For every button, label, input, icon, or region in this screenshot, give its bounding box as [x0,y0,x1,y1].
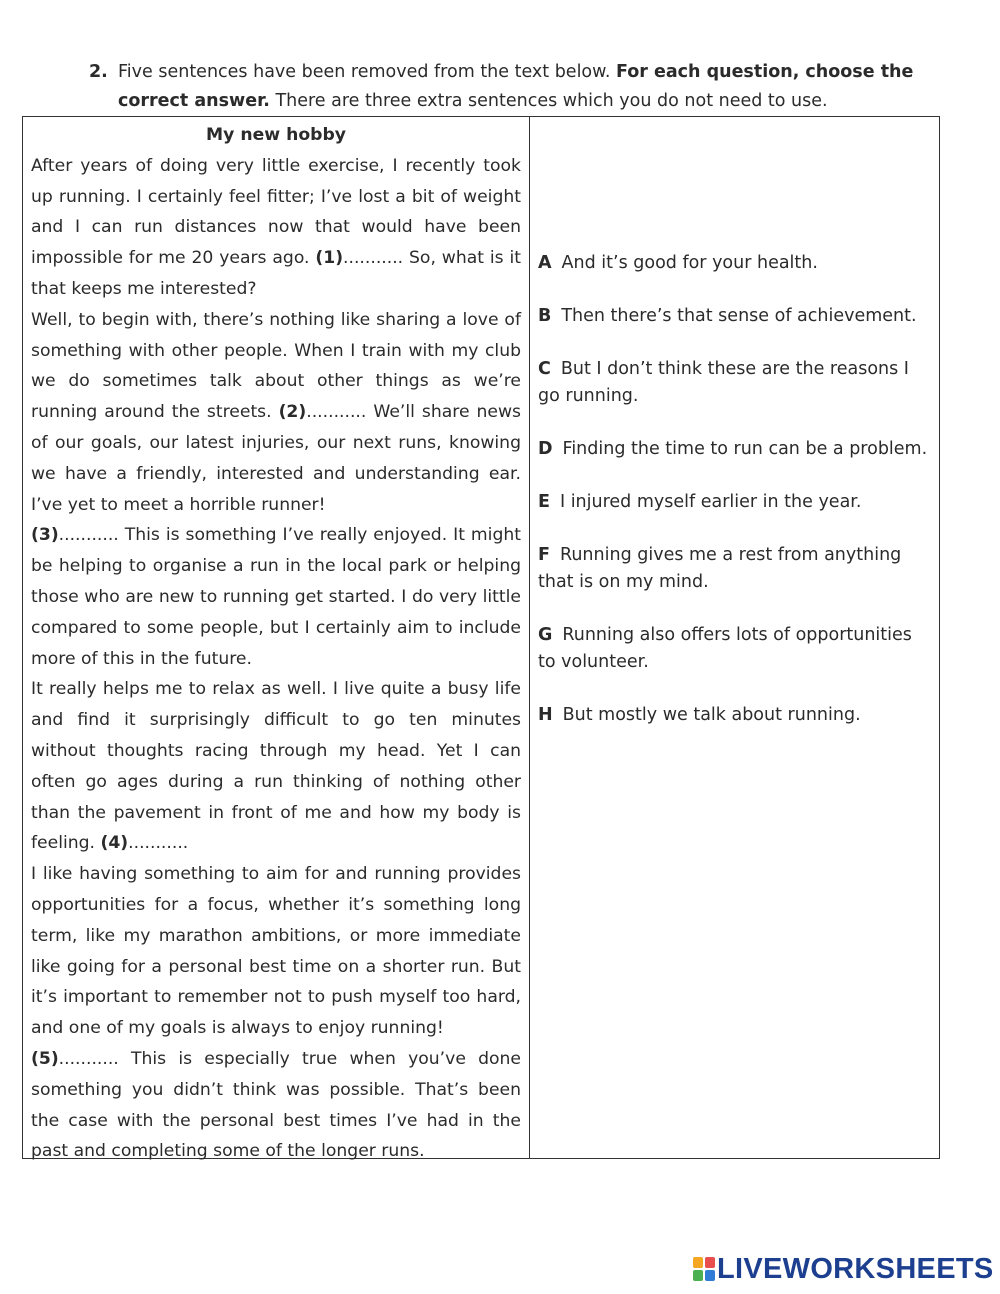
option-text: Running gives me a rest from anything that is on my mind. [538,545,902,592]
paragraph-5: I like having something to aim for and running provides opportunities for a focus, whether it’s something long term, like my marathon ambitions, or more immediate like going for a personal best time on a shorter run. But it’s important to remember not to push myself too hard, and one of my goals is always to enjoy running! [31,864,521,1039]
instruction [89,58,919,116]
option-e [538,489,934,516]
instruction-text [118,58,919,116]
gap-5[interactable]: (5) [31,1048,59,1069]
paragraph-6: (5)........... This is especially true when you’ve done something you didn’t think was possible. That’s been the case with the personal best times I’ve had in the past and completing some of the longer runs. [31,1048,521,1162]
option-f [538,542,934,596]
option-b [538,303,934,330]
options-column [538,250,934,755]
option-letter: B [538,306,552,326]
gap-1[interactable]: (1) [315,248,344,269]
gap-4[interactable]: (4) [100,833,129,854]
story-title: My new hobby [206,125,346,145]
option-h [538,702,934,729]
option-g [538,622,934,676]
option-a [538,250,934,277]
logo-blocks-icon [693,1257,715,1281]
option-text: Finding the time to run can be a problem. [562,439,928,459]
paragraph-4: It really helps me to relax as well. I live quite a busy life and find it surprisingly difficult to go ten minutes without thoughts racing through my head. Yet I can often go ages during a run thinking of nothing other than the pavement in front of me and how my body is feeling. (4)........... [31,679,521,854]
paragraph-2: Well, to begin with, there’s nothing like sharing a love of something with other people. When I train with my club we do sometimes talk about other things as we’re running around the streets. (2)........... We’ll share news of our goals, our latest injuries, our next runs, knowing we have a friendly, interested and understanding ear. I’ve yet to meet a horrible runner! [31,309,521,515]
story-column [31,120,521,1167]
option-letter: E [538,492,550,512]
option-letter: H [538,705,553,725]
liveworksheets-logo [693,1253,994,1285]
question-number: 2. [89,62,108,82]
instruction-part2: There are three extra sentences which you do not need to use. [269,91,828,111]
option-text: Then there’s that sense of achievement. [561,306,917,326]
option-text: Running also offers lots of opportunities to volunteer. [538,625,912,672]
gap-2[interactable]: (2) [278,402,307,423]
column-divider [529,116,530,1159]
paragraph-1: After years of doing very little exercise, I recently took up running. I certainly feel fitter; I’ve lost a bit of weight and I can run distances now that would have been impossible for me 20 years ago. (1)........... So, what is it that keeps me interested? [31,155,521,299]
option-letter: G [538,625,553,645]
instruction-part1: Five sentences have been removed from the text below. [118,62,616,82]
option-text: And it’s good for your health. [561,253,818,273]
option-d [538,436,934,463]
option-text: I injured myself earlier in the year. [559,492,862,512]
logo-text: LIVEWORKSHEETS [717,1252,994,1285]
option-c [538,356,934,410]
option-letter: D [538,439,553,459]
instruction-bold: For each question, choose the correct answer. [118,62,914,111]
option-text: But I don’t think these are the reasons I go running. [538,359,909,406]
option-text: But mostly we talk about running. [562,705,861,725]
option-letter: C [538,359,551,379]
gap-3[interactable]: (3) [31,525,59,546]
paragraph-3: (3)........... This is something I’ve really enjoyed. It might be helping to organise a run in the local park or helping those who are new to running get started. I do very little compared to some people, but I certainly aim to include more of this in the future. [31,525,521,669]
option-letter: F [538,545,550,565]
option-letter: A [538,253,552,273]
